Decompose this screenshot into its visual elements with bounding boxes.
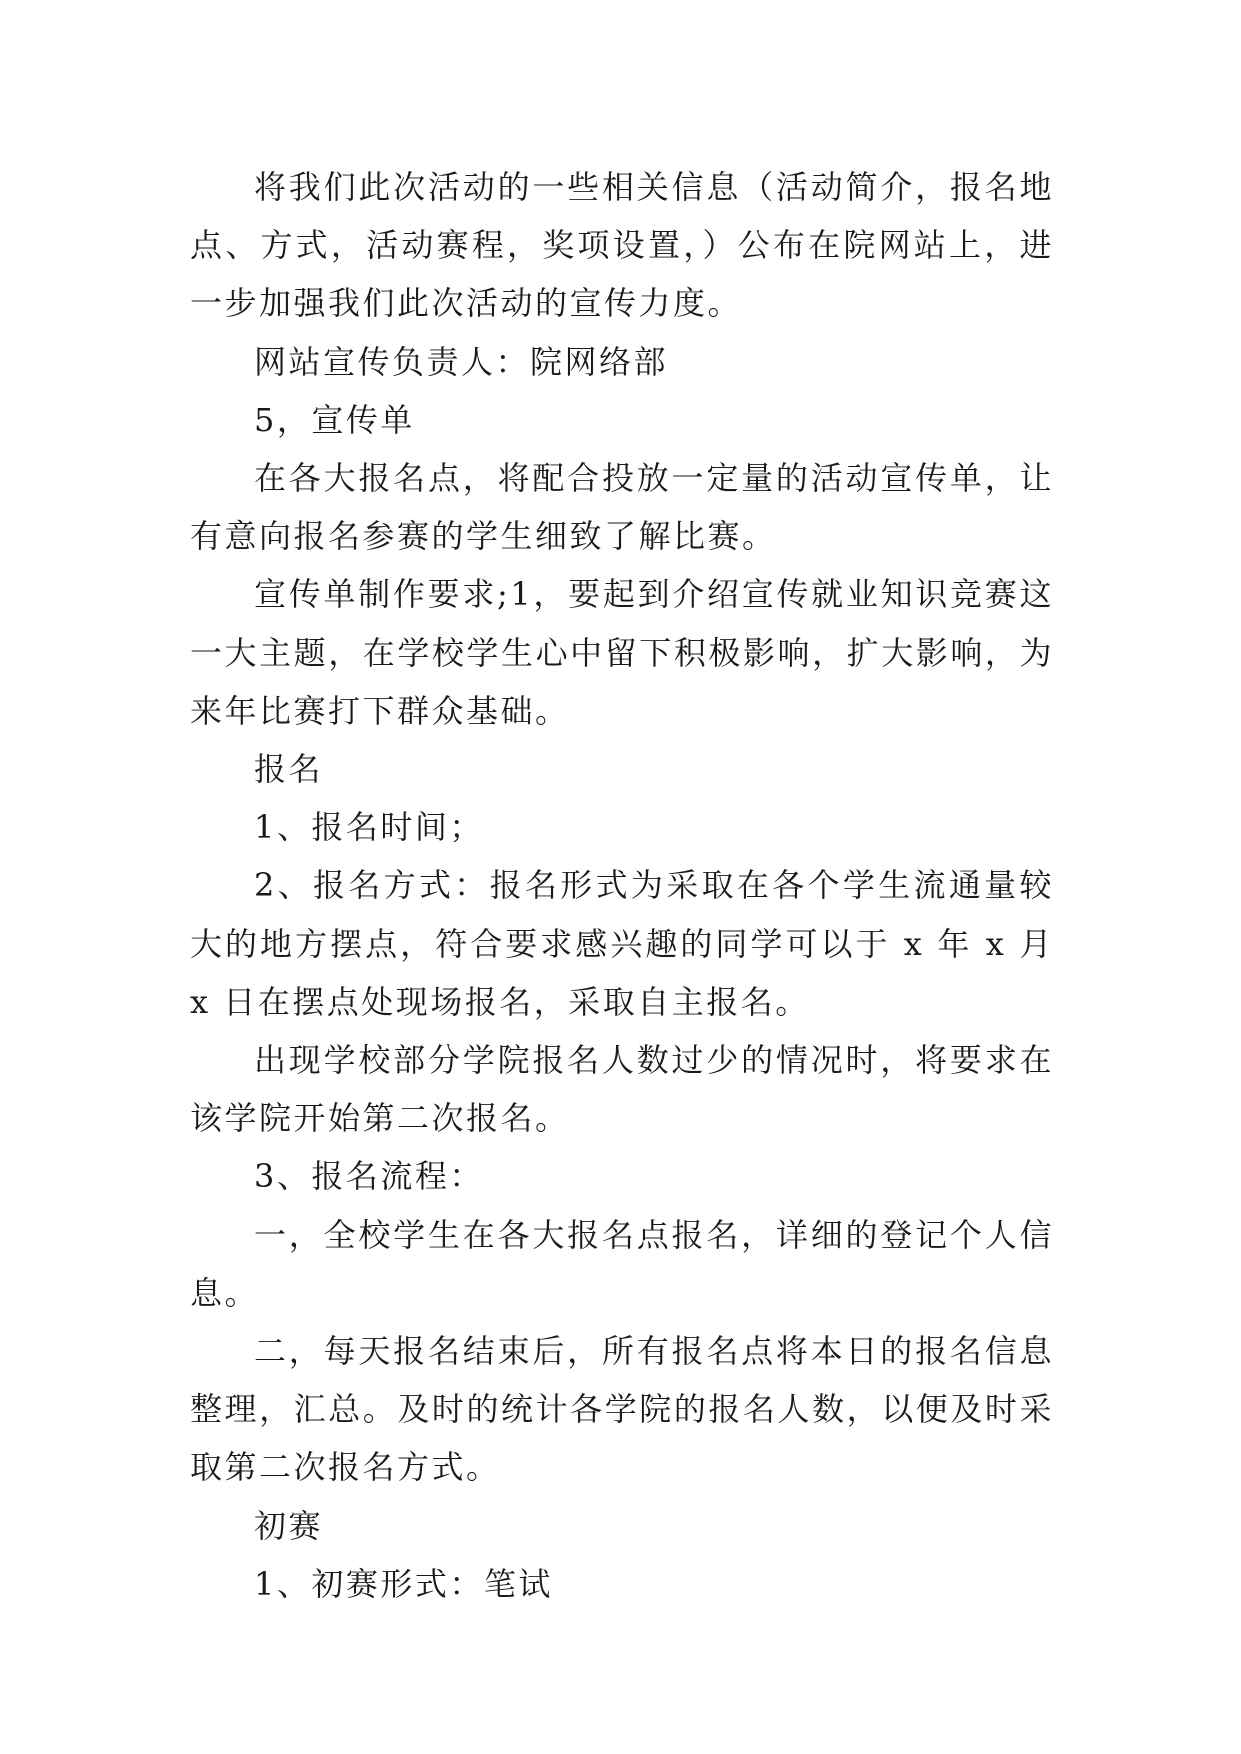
paragraph-flyer-requirements: 宣传单制作要求;1，要起到介绍宣传就业知识竞赛这一大主题，在学校学生心中留下积极影响，扩大影响，为来年比赛打下群众基础。	[190, 575, 1054, 730]
paragraph-process-step-one: 一，全校学生在各大报名点报名，详细的登记个人信息。	[190, 1215, 1054, 1312]
paragraph-preliminary-format: 1、初赛形式：笔试	[254, 1564, 553, 1603]
heading-flyer: 5，宣传单	[254, 400, 415, 439]
paragraph-second-registration: 出现学校部分学院报名人数过少的情况时，将要求在该学院开始第二次报名。	[190, 1041, 1054, 1138]
heading-registration: 报名	[254, 750, 324, 789]
document-body	[190, 158, 1054, 1613]
paragraph-registration-time: 1、报名时间；	[254, 808, 484, 847]
paragraph-flyer-distribution: 在各大报名点，将配合投放一定量的活动宣传单，让有意向报名参赛的学生细致了解比赛。	[190, 459, 1054, 556]
paragraph-registration-method: 2、报名方式：报名形式为采取在各个学生流通量较大的地方摆点，符合要求感兴趣的同学可以于 x 年 x 月 x 日在摆点处现场报名，采取自主报名。	[190, 866, 1054, 1021]
paragraph-registration-process: 3、报名流程：	[254, 1157, 484, 1196]
heading-preliminary: 初赛	[254, 1506, 324, 1545]
paragraph-website-info: 将我们此次活动的一些相关信息（活动简介，报名地点、方式，活动赛程，奖项设置，）公布在院网站上，进一步加强我们此次活动的宣传力度。	[190, 168, 1054, 323]
paragraph-process-step-two: 二，每天报名结束后，所有报名点将本日的报名信息整理，汇总。及时的统计各学院的报名人数，以便及时采取第二次报名方式。	[190, 1332, 1054, 1487]
paragraph-website-owner: 网站宣传负责人：院网络部	[254, 342, 669, 381]
